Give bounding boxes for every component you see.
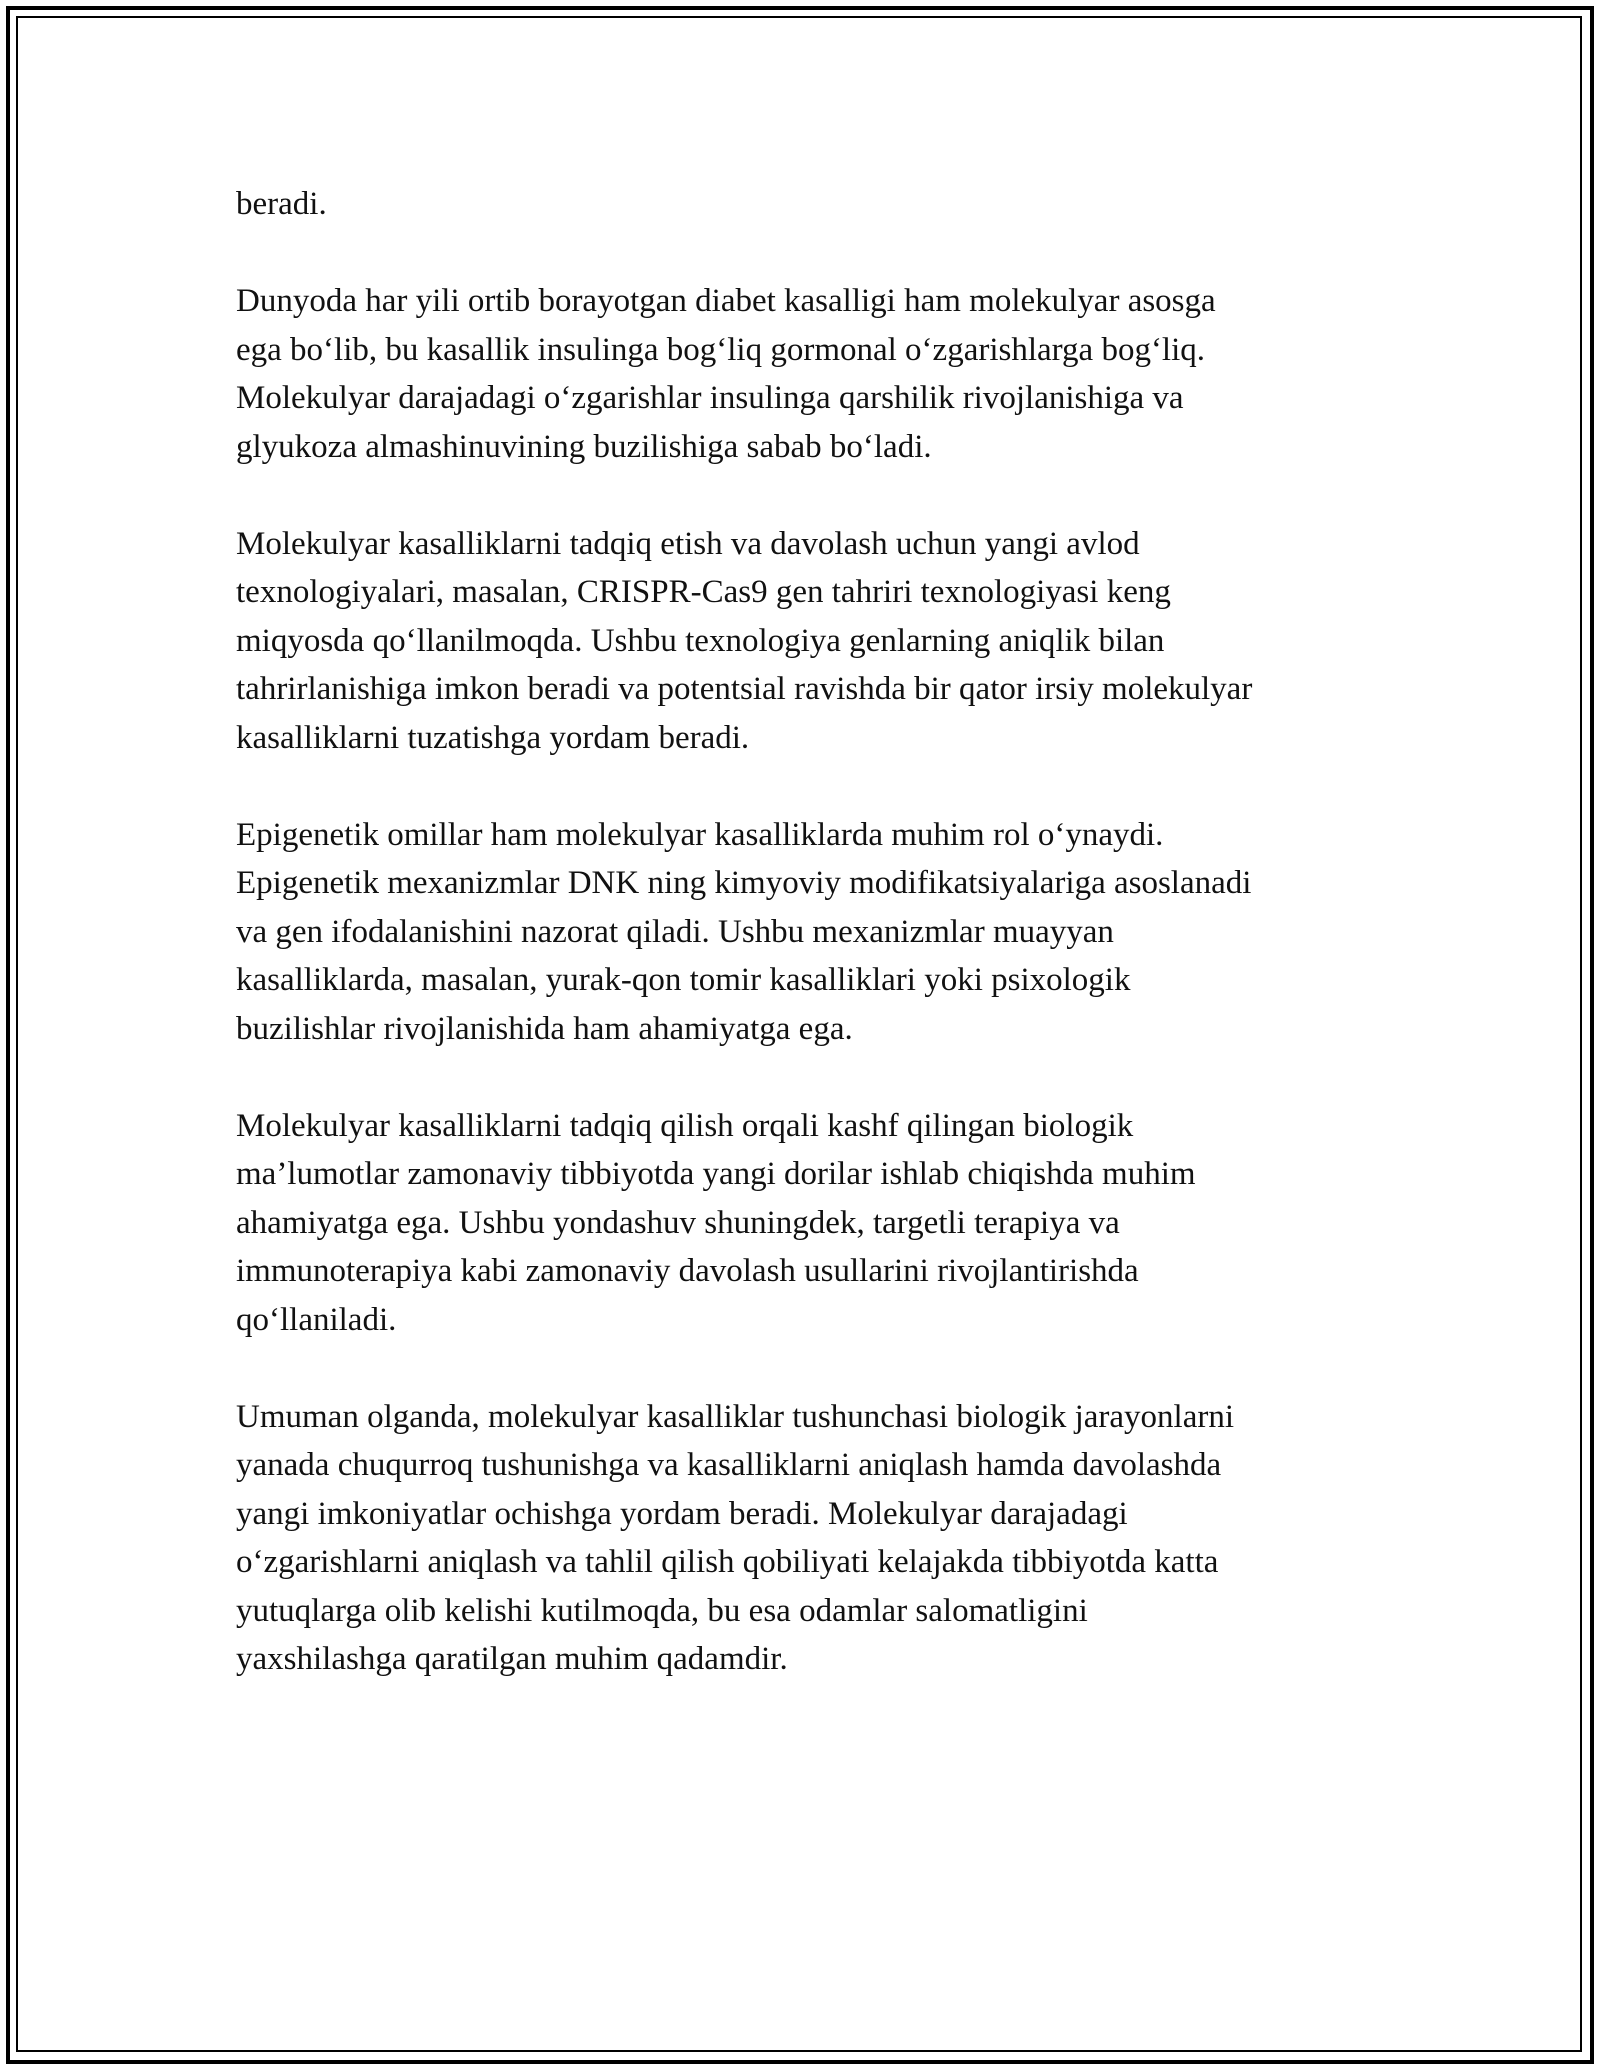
paragraph-diabetes: Dunyoda har yili ortib borayotgan diabet kasalligi ham molekulyar asosga ega bo‘lib, bu kasallik insulinga bog‘liq gormonal o‘zgarishlarga bog‘liq. Molekulyar darajadagi o‘zgarishlar insulinga qarshilik rivojlanishiga va glyukoza almashinuvining buzilishiga sabab bo‘ladi. bbox=[236, 283, 1216, 465]
document-body bbox=[236, 180, 1376, 1732]
paragraph-drug-development: Molekulyar kasalliklarni tadqiq qilish orqali kashf qilingan biologik ma’lumotlar zamonaviy tibbiyotda yangi dorilar ishlab chiqishda muhim ahamiyatga ega. Ushbu yondashuv shuningdek, targetli terapiya va immunoterapiya kabi zamonaviy davolash usullarini rivojlantirishda qo‘llaniladi. bbox=[236, 1107, 1196, 1338]
paragraph-continuation: beradi. bbox=[236, 186, 327, 222]
paragraph-crispr: Molekulyar kasalliklarni tadqiq etish va davolash uchun yangi avlod texnologiyalari, masalan, CRISPR-Cas9 gen tahriri texnologiyasi keng miqyosda qo‘llanilmoqda. Ushbu texnologiya genlarning aniqlik bilan tahrirlanishiga imkon beradi va potentsial ravishda bir qator irsiy molekulyar kasalliklarni tuzatishga yordam beradi. bbox=[236, 525, 1253, 756]
paragraph-epigenetics: Epigenetik omillar ham molekulyar kasalliklarda muhim rol o‘ynaydi. Epigenetik mexanizmlar DNK ning kimyoviy modifikatsiyalariga asoslanadi va gen ifodalanishini nazorat qiladi. Ushbu mexanizmlar muayyan kasalliklarda, masalan, yurak-qon tomir kasalliklari yoki psixologik buzilishlar rivojlanishida ham ahamiyatga ega. bbox=[236, 816, 1252, 1047]
paragraph-conclusion: Umuman olganda, molekulyar kasalliklar tushunchasi biologik jarayonlarni yanada chuqurroq tushunishga va kasalliklarni aniqlash hamda davolashda yangi imkoniyatlar ochishga yordam beradi. Molekulyar darajadagi o‘zgarishlarni aniqlash va tahlil qilish qobiliyati kelajakda tibbiyotda katta yutuqlarga olib kelishi kutilmoqda, bu esa odamlar salomatligini yaxshilashga qaratilgan muhim qadamdir. bbox=[236, 1398, 1235, 1677]
